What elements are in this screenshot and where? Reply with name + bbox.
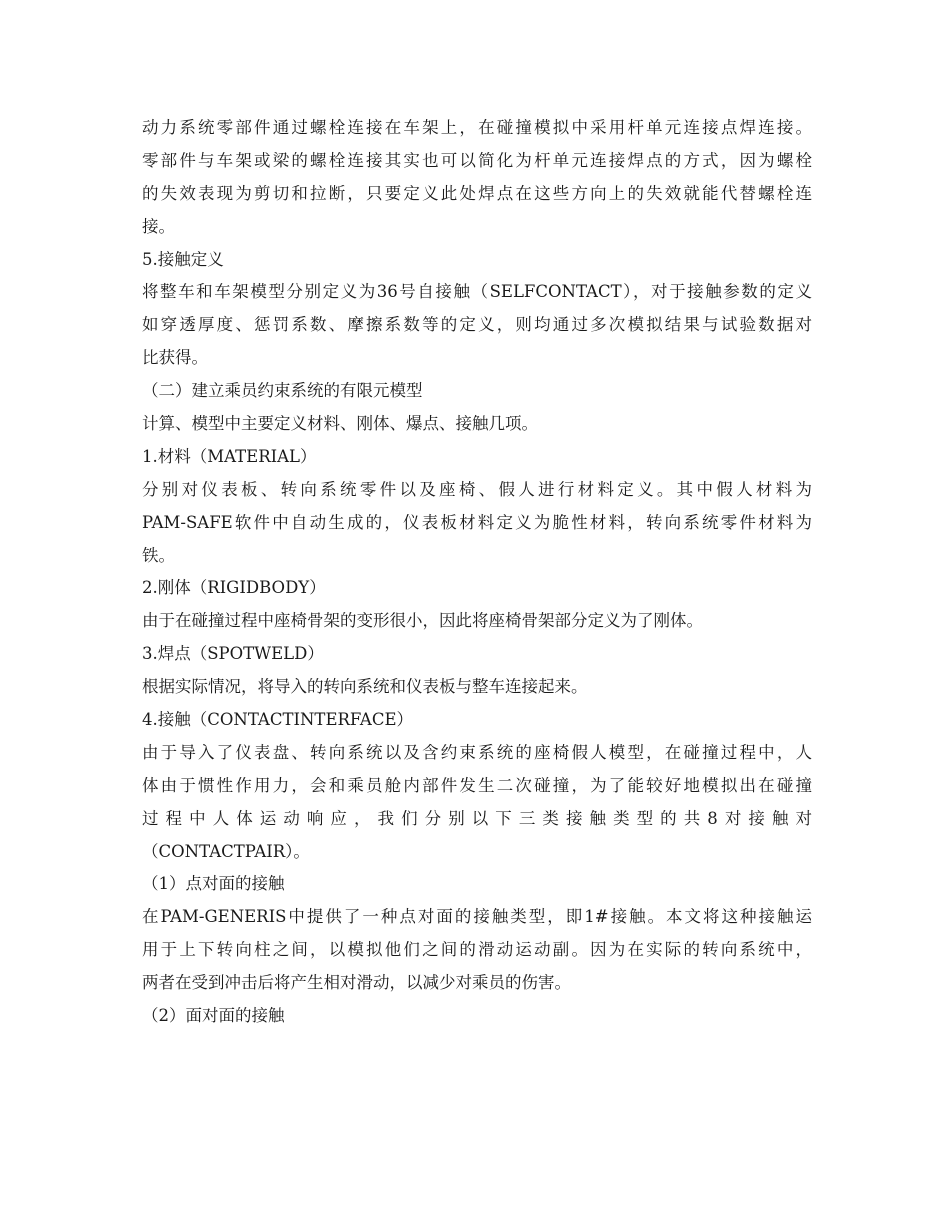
paragraph-line: 计算、模型中主要定义材料、刚体、爆点、接触几项。 — [142, 414, 538, 434]
section-heading: 5.接触定义 — [142, 249, 224, 269]
paragraph-line: 由于在碰撞过程中座椅骨架的变形很小，因此将座椅骨架部分定义为了刚体。 — [142, 611, 703, 631]
paragraph-line: 根据实际情况，将导入的转向系统和仪表板与整车连接起来。 — [142, 677, 588, 697]
paragraph-line: 接。 — [142, 216, 175, 236]
paragraph-line: 两者在受到冲击后将产生相对滑动，以减少对乘员的伤害。 — [142, 973, 571, 993]
section-heading: （1）点对面的接触 — [142, 874, 285, 894]
section-heading: （2）面对面的接触 — [142, 1006, 285, 1026]
paragraph-line: 分别对仪表板、转向系统零件以及座椅、假人进行材料定义。其中假人材料为 — [142, 479, 812, 499]
paragraph-line: 过程中人体运动响应，我们分别以下三类接触类型的共8对接触对 — [142, 808, 812, 828]
document-page — [142, 112, 812, 1033]
paragraph-line: 由于导入了仪表盘、转向系统以及含约束系统的座椅假人模型，在碰撞过程中，人 — [142, 742, 812, 762]
section-heading: 4.接触（CONTACTINTERFACE） — [142, 710, 414, 730]
paragraph-line: 铁。 — [142, 545, 175, 565]
paragraph-line: 动力系统零部件通过螺栓连接在车架上，在碰撞模拟中采用杆单元连接点焊连接。 — [142, 118, 812, 137]
paragraph-line: 的失效表现为剪切和拉断，只要定义此处焊点在这些方向上的失效就能代替螺栓连 — [142, 183, 812, 203]
section-heading: 2.刚体（RIGIDBODY） — [142, 578, 326, 598]
paragraph-line: 体由于惯性作用力，会和乘员舱内部件发生二次碰撞，为了能较好地模拟出在碰撞 — [142, 775, 812, 795]
paragraph-line: 零部件与车架或梁的螺栓连接其实也可以简化为杆单元连接焊点的方式，因为螺栓 — [142, 150, 812, 170]
paragraph-line: 用于上下转向柱之间，以模拟他们之间的滑动运动副。因为在实际的转向系统中， — [142, 940, 812, 960]
paragraph-line: 比获得。 — [142, 348, 208, 368]
paragraph-line: PAM-SAFE软件中自动生成的，仪表板材料定义为脆性材料，转向系统零件材料为 — [142, 512, 812, 532]
section-heading: （二）建立乘员约束系统的有限元模型 — [142, 381, 423, 401]
paragraph-line: （CONTACTPAIR）。 — [142, 841, 310, 861]
paragraph-line: 在PAM-GENERIS中提供了一种点对面的接触类型，即1#接触。本文将这种接触运 — [142, 907, 812, 927]
paragraph-line: 如穿透厚度、惩罚系数、摩擦系数等的定义，则均通过多次模拟结果与试验数据对 — [142, 315, 812, 335]
section-heading: 3.焊点（SPOTWELD） — [142, 644, 324, 664]
paragraph-line: 将整车和车架模型分别定义为36号自接触（SELFCONTACT），对于接触参数的定义 — [142, 282, 812, 302]
section-heading: 1.材料（MATERIAL） — [142, 446, 317, 466]
